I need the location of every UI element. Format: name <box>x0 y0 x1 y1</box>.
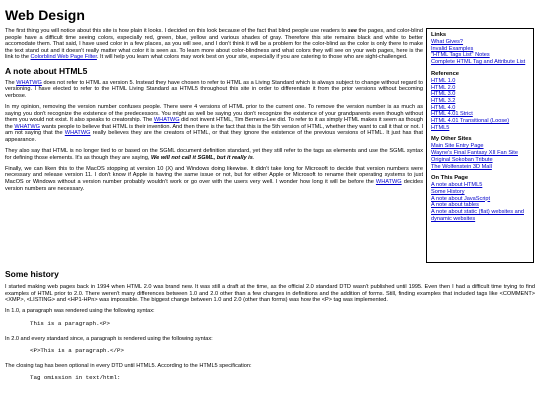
reference-link[interactable]: HTML5 <box>431 124 450 131</box>
history-paragraph-3: In 2.0 and every standard since, a paragraph is rendered using the following syntax: <box>5 335 213 342</box>
other-site-link[interactable]: Original Sokoban Tribute <box>431 156 493 163</box>
code-example-2: <P>This is a paragraph.</P> <box>30 346 124 354</box>
reference-link[interactable]: HTML 3.0 <box>431 91 456 98</box>
sidebar <box>426 28 534 263</box>
sidebar-on-this-page-list <box>431 182 529 222</box>
intro-see-emphasis: see <box>347 28 357 34</box>
html5-paragraph-3 <box>5 148 423 161</box>
history-heading: Some history <box>5 269 59 279</box>
html5-heading: A note about HTML5 <box>5 65 88 76</box>
intro-paragraph <box>5 28 423 61</box>
reference-link[interactable]: HTML 4.01 Strict <box>431 111 473 118</box>
page-title: Web Design <box>5 7 85 23</box>
html5-p4-text-b: decides version numbers are necessary. <box>5 179 423 192</box>
html5-p1-text-b: does not refer to HTML as version 5. Instead they have chosen to refer to HTML as a Living Standard which is always subject to change without regard to versioning. I have elected to refer to the HTML Living Standard as HTML5 throughout this site in order to differentiate it from the prior versions without becoming verbose. <box>5 79 423 99</box>
reference-link[interactable]: HTML 2.0 <box>431 84 456 91</box>
sidebar-link[interactable]: Invalid Examples <box>431 45 474 52</box>
other-site-link[interactable]: Wayne's Final Fantasy XII Fan Site <box>431 150 518 157</box>
history-paragraph-2: In 1.0, a paragraph was rendered using the following syntax: <box>5 308 155 315</box>
html5-p4-text-a: Finally, we can liken this to the MacOS stopping at version 10 (X) and Windows doing likewise. It didn't take long for Microsoft to decide that version numbers were necessary and release version 11. I don't know if Apple is having the same issue or not, but for either Apple or Microsoft to rename their operating systems to just MacOS or Windows without a version number probably wouldn't work or go over with the users very well. I wonder how long it will be before the <box>5 165 423 186</box>
sidebar-other-sites-list <box>431 143 529 170</box>
html5-p3-text-a: They also say that HTML is no longer tied to or based on the SGML document definition standard, yet they still refer to the tags as elements and use the SGML syntax for defining those elements. It's as though they are saying, <box>5 148 423 161</box>
html5-p1-text-a: The <box>5 79 17 86</box>
history-paragraph-1: I started making web pages back in 1994 when HTML 2.0 was brand new. It was still a draft at the time, as the official 2.0 standard DTD wasn't published until 1995. Even then I had a difficult time trying to find examples of HTML prior to 2.0. There weren't many differences between 1.0 and 2.0 other than a few changes in definitions and the addition of forms. Still, finding examples that included tags like <COMMENT> <XMP>, <LISTING> and <HP1-HPn> was impossible. The biggest change between 1.0 and 2.0 (other than forms) was how the <P> tag was implemented. <box>5 284 535 304</box>
intro-text-1: The first thing you will notice about this site is how plain it looks. I decided on this look because of the fact that blind people use readers to <box>5 28 348 34</box>
sidebar-link[interactable]: What Gives? <box>431 39 464 45</box>
html5-p2-text-d: really believes they are the creators of HTML, or that they ignore the existence of the previous versions of HTML. It just has that appearance. <box>5 130 423 143</box>
sidebar-on-this-page-heading: On This Page <box>431 175 469 182</box>
history-paragraph-4: The closing tag has been optional in every DTD until HTML5. According to the HTML5 specification: <box>5 362 252 369</box>
on-page-link[interactable]: A note about tables <box>431 202 479 209</box>
reference-link[interactable]: HTML 1.0 <box>431 77 456 84</box>
sidebar-links-heading: Links <box>431 32 447 38</box>
code-example-1: This is a paragraph.<P> <box>30 319 111 327</box>
html5-paragraph-2 <box>5 104 423 144</box>
reference-link[interactable]: HTML 3.2 <box>431 97 456 104</box>
html5-p2-text-b: did not invent HTML, Tim Berners-Lee did. To refer to it as simply HTML makes it seem as though the <box>5 117 423 130</box>
whatwg-link[interactable]: WHATWG <box>375 179 402 186</box>
other-site-link[interactable]: Main Site Entry Page <box>431 143 484 150</box>
sidebar-link[interactable]: Complete HTML Tag and Attribute List <box>431 59 526 66</box>
intro-text-2: the pages, and color-blind people have a difficult time seeing colors, especially red, green, blue, yellow and various shades of gray. Therefore this site remains black and white to better accomodate them. That said, I have used color in a few places, as you will see, and I don't think it will be a problem for the color-blind as the color is only there to make the text stand out and it doesn't really matter what color it is seen as. To learn more about color-blindness and what colors they will see on your web pages, here is the link to the <box>5 28 423 61</box>
whatwg-link[interactable]: WHATWG <box>64 130 91 137</box>
on-page-link[interactable]: Some History <box>431 188 465 195</box>
html5-p3-text-b: . <box>252 154 255 161</box>
sidebar-links-list <box>431 39 529 66</box>
html5-p2-text-c: wants people to believe that HTML is their invention. And then there is the fact that this is the 5th version of HTML, whether they want to call it that or not. I am not saying that the <box>5 123 423 137</box>
intro-text-3: . It will help you learn what colors may work best on your site, especially if you are catering to those who are sight-challenged. <box>96 54 408 61</box>
sidebar-other-sites-heading: My Other Sites <box>431 136 472 143</box>
on-page-link[interactable]: A note about static (flat) websites and dynamic websites <box>431 209 524 222</box>
whatwg-link[interactable]: WHATWG <box>14 123 41 130</box>
history-section <box>5 269 535 390</box>
reference-link[interactable]: HTML 4.0 <box>431 104 456 111</box>
other-site-link[interactable]: The Wolfenstein 3D Mall <box>431 163 492 170</box>
sgml-emphasis: We will not call it SGML, but it really is <box>150 154 253 161</box>
html5-paragraph-4 <box>5 166 423 192</box>
on-page-link[interactable]: A note about JavaScript <box>431 195 491 202</box>
on-page-link[interactable]: A note about HTML5 <box>431 182 483 189</box>
whatwg-link[interactable]: WHATWG <box>153 117 180 124</box>
html5-p2-text-a: In my opinion, removing the version number confuses people. There were 4 versions of HTML prior to the current one. To remove the version number is as much as saying you don't recognize the existence of the predecessors. You might as well be saying you don't recognize the existence of your grandparents even though without them you would not exist. It also speaks to creatorship. The <box>5 103 423 124</box>
reference-link[interactable]: HTML 4.01 Transitional (Loose) <box>431 118 510 125</box>
sidebar-reference-heading: Reference <box>431 70 460 77</box>
code-example-3: Tag omission in text/html: <box>30 373 121 381</box>
sidebar-link[interactable]: "HTML Tags List" Notes <box>431 52 490 59</box>
html5-paragraph-1 <box>5 80 423 100</box>
sidebar-reference-list <box>431 78 529 132</box>
whatwg-link[interactable]: WHATWG <box>16 79 42 86</box>
main-content <box>5 28 423 197</box>
colorblind-filter-link[interactable]: Colorblind Web Page Filter <box>30 54 97 61</box>
